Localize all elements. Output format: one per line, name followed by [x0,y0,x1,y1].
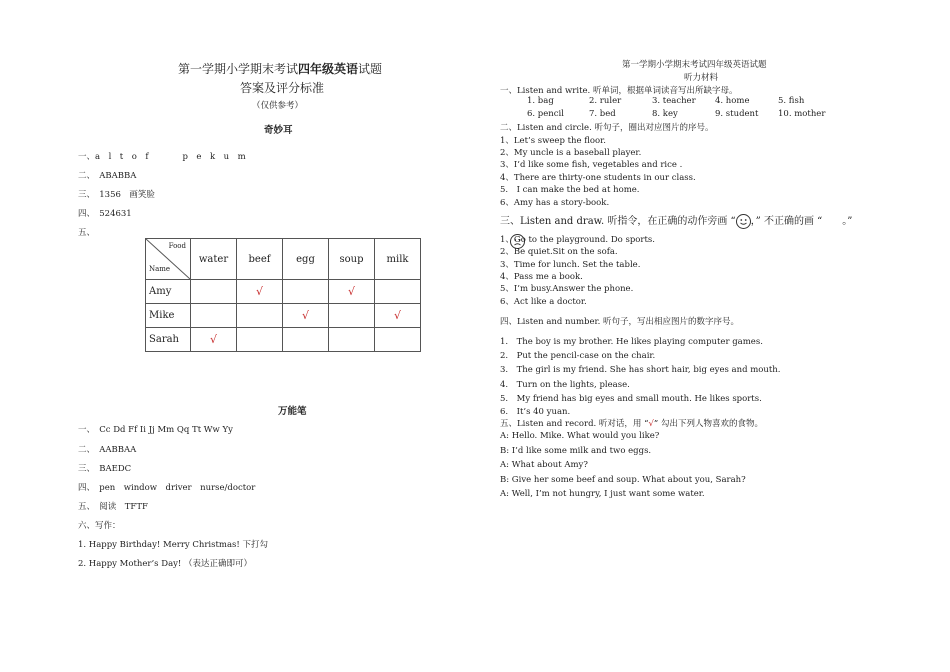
sentence-line: 2、My uncle is a baseball player. [500,148,642,158]
food-table [145,238,421,352]
sentence-line: 1. The boy is my brother. He likes playing computer games. [500,337,763,347]
sentence-line: 6、Act like a doctor. [500,297,587,307]
table-cell [191,304,237,328]
section-title-ear: 奇妙耳 [264,125,293,136]
answer-line: 二、 AABBAA [78,445,137,455]
word-item: 5. fish [778,96,805,106]
table-cell [375,280,421,304]
header-name: Name [149,265,171,273]
table-cell: √ [375,304,421,328]
sentence-line: 5. My friend has big eyes and small mouth. He likes sports. [500,394,762,404]
word-item: 9. student [715,109,759,119]
sentence-line: 2. Put the pencil-case on the chair. [500,351,656,361]
answer-line: 三、 1356 画笑脸 [78,190,155,200]
table-row [146,304,421,328]
diagonal-header-cell [146,239,191,280]
answer-line: 1. Happy Birthday! Merry Christmas! 下打勾 [78,540,269,550]
answer-line: 二、 ABABBA [78,171,137,181]
answer-line: 六、写作： [78,521,121,531]
left-title: 第一学期小学期末考试四年级英语试题 [178,62,383,76]
column-header: egg [283,239,329,280]
header-food: Food [168,242,186,250]
dialogue-line: B: I’d like some milk and two eggs. [500,446,652,456]
sentence-line: 3. The girl is my friend. She has short hair, big eyes and mouth. [500,365,781,375]
table-cell: √ [283,304,329,328]
word-item: 4. home [715,96,750,106]
table-cell: √ [329,280,375,304]
dialogue-line: A: Hello. Mike. What would you like? [500,431,660,441]
dialogue-line: B: Give her some beef and soup. What about you, Sarah? [500,475,746,485]
column-header: soup [329,239,375,280]
table-cell [237,304,283,328]
answer-line: 一、a l t o f p e k u m [78,152,246,162]
answer-line: 四、 pen window driver nurse/doctor [78,483,256,493]
left-note: （仅供参考） [252,101,304,111]
table-cell: √ [237,280,283,304]
sentence-line: 4、There are thirty-one students in our class. [500,173,696,183]
word-item: 1. bag [527,96,554,106]
sentence-line: 3、Time for lunch. Set the table. [500,260,641,270]
sentence-line: 6、Amy has a story-book. [500,198,610,208]
table-cell [375,328,421,352]
left-subtitle: 答案及评分标准 [240,81,325,95]
smiley-face-icon [736,214,751,229]
part4-header: 四、Listen and number. 听句子，写出相应图片的数字序号。 [500,317,740,327]
word-item: 2. ruler [589,96,622,106]
table-cell: √ [191,328,237,352]
row-name: Amy [146,280,191,304]
row-name: Sarah [146,328,191,352]
sentence-line: 4. Turn on the lights, please. [500,380,630,390]
sentence-line: 6. It’s 40 yuan. [500,407,571,417]
part3-header: 三、Listen and draw. 听指令，在正确的动作旁画 “ ，” 不正确的画 “ 。” [500,216,853,227]
tick-mark: √ [648,419,654,429]
table-cell [283,328,329,352]
dialogue-line: A: What about Amy? [500,460,588,470]
word-item: 6. pencil [527,109,564,119]
answer-line: 五、 阅读 TFTF [78,502,148,512]
word-item: 3. teacher [652,96,696,106]
column-header: water [191,239,237,280]
sentence-line: 3、I’d like some fish, vegetables and rice . [500,160,683,170]
section-title-pen: 万能笔 [278,406,307,417]
table-cell [329,304,375,328]
word-item: 10. mother [778,109,826,119]
column-header: beef [237,239,283,280]
sentence-line: 2、Be quiet.Sit on the sofa. [500,247,618,257]
table-row [146,328,421,352]
answer-line: 一、 Cc Dd Ff Ii Jj Mm Qq Tt Ww Yy [78,425,233,435]
answer-line: 四、 524631 [78,209,132,219]
table-row [146,280,421,304]
row-name: Mike [146,304,191,328]
dialogue-line: A: Well, I’m not hungry, I just want some water. [500,489,705,499]
part5-header: 五、Listen and record. 听对话，用 “√” 勾出下列人物喜欢的食物。 [500,419,763,429]
answer-line: 三、 BAEDC [78,464,132,474]
column-header: milk [375,239,421,280]
sentence-line: 5. I can make the bed at home. [500,185,640,195]
sentence-line: 1、Go to the playground. Do sports. [500,235,655,245]
table-cell [191,280,237,304]
answer-line: 五、 [78,228,96,238]
part2-header: 二、Listen and circle. 听句子，圈出对应图片的序号。 [500,123,714,133]
sentence-line: 5、I’m busy.Answer the phone. [500,284,634,294]
table-header-row [146,239,421,280]
answer-line: 2. Happy Mother’s Day! （表达正确即可） [78,559,253,569]
table-cell [329,328,375,352]
sentence-line: 1、Let’s sweep the floor. [500,136,606,146]
table-cell [283,280,329,304]
sentence-line: 4、Pass me a book. [500,272,583,282]
right-title: 第一学期小学期末考试四年级英语试题 [622,60,767,70]
table-cell [237,328,283,352]
part1-header: 一、Listen and write. 听单词，根据单词读音写出所缺字母。 [500,86,738,96]
right-subtitle: 听力材料 [684,73,719,83]
word-item: 8. key [652,109,678,119]
word-item: 7. bed [589,109,616,119]
